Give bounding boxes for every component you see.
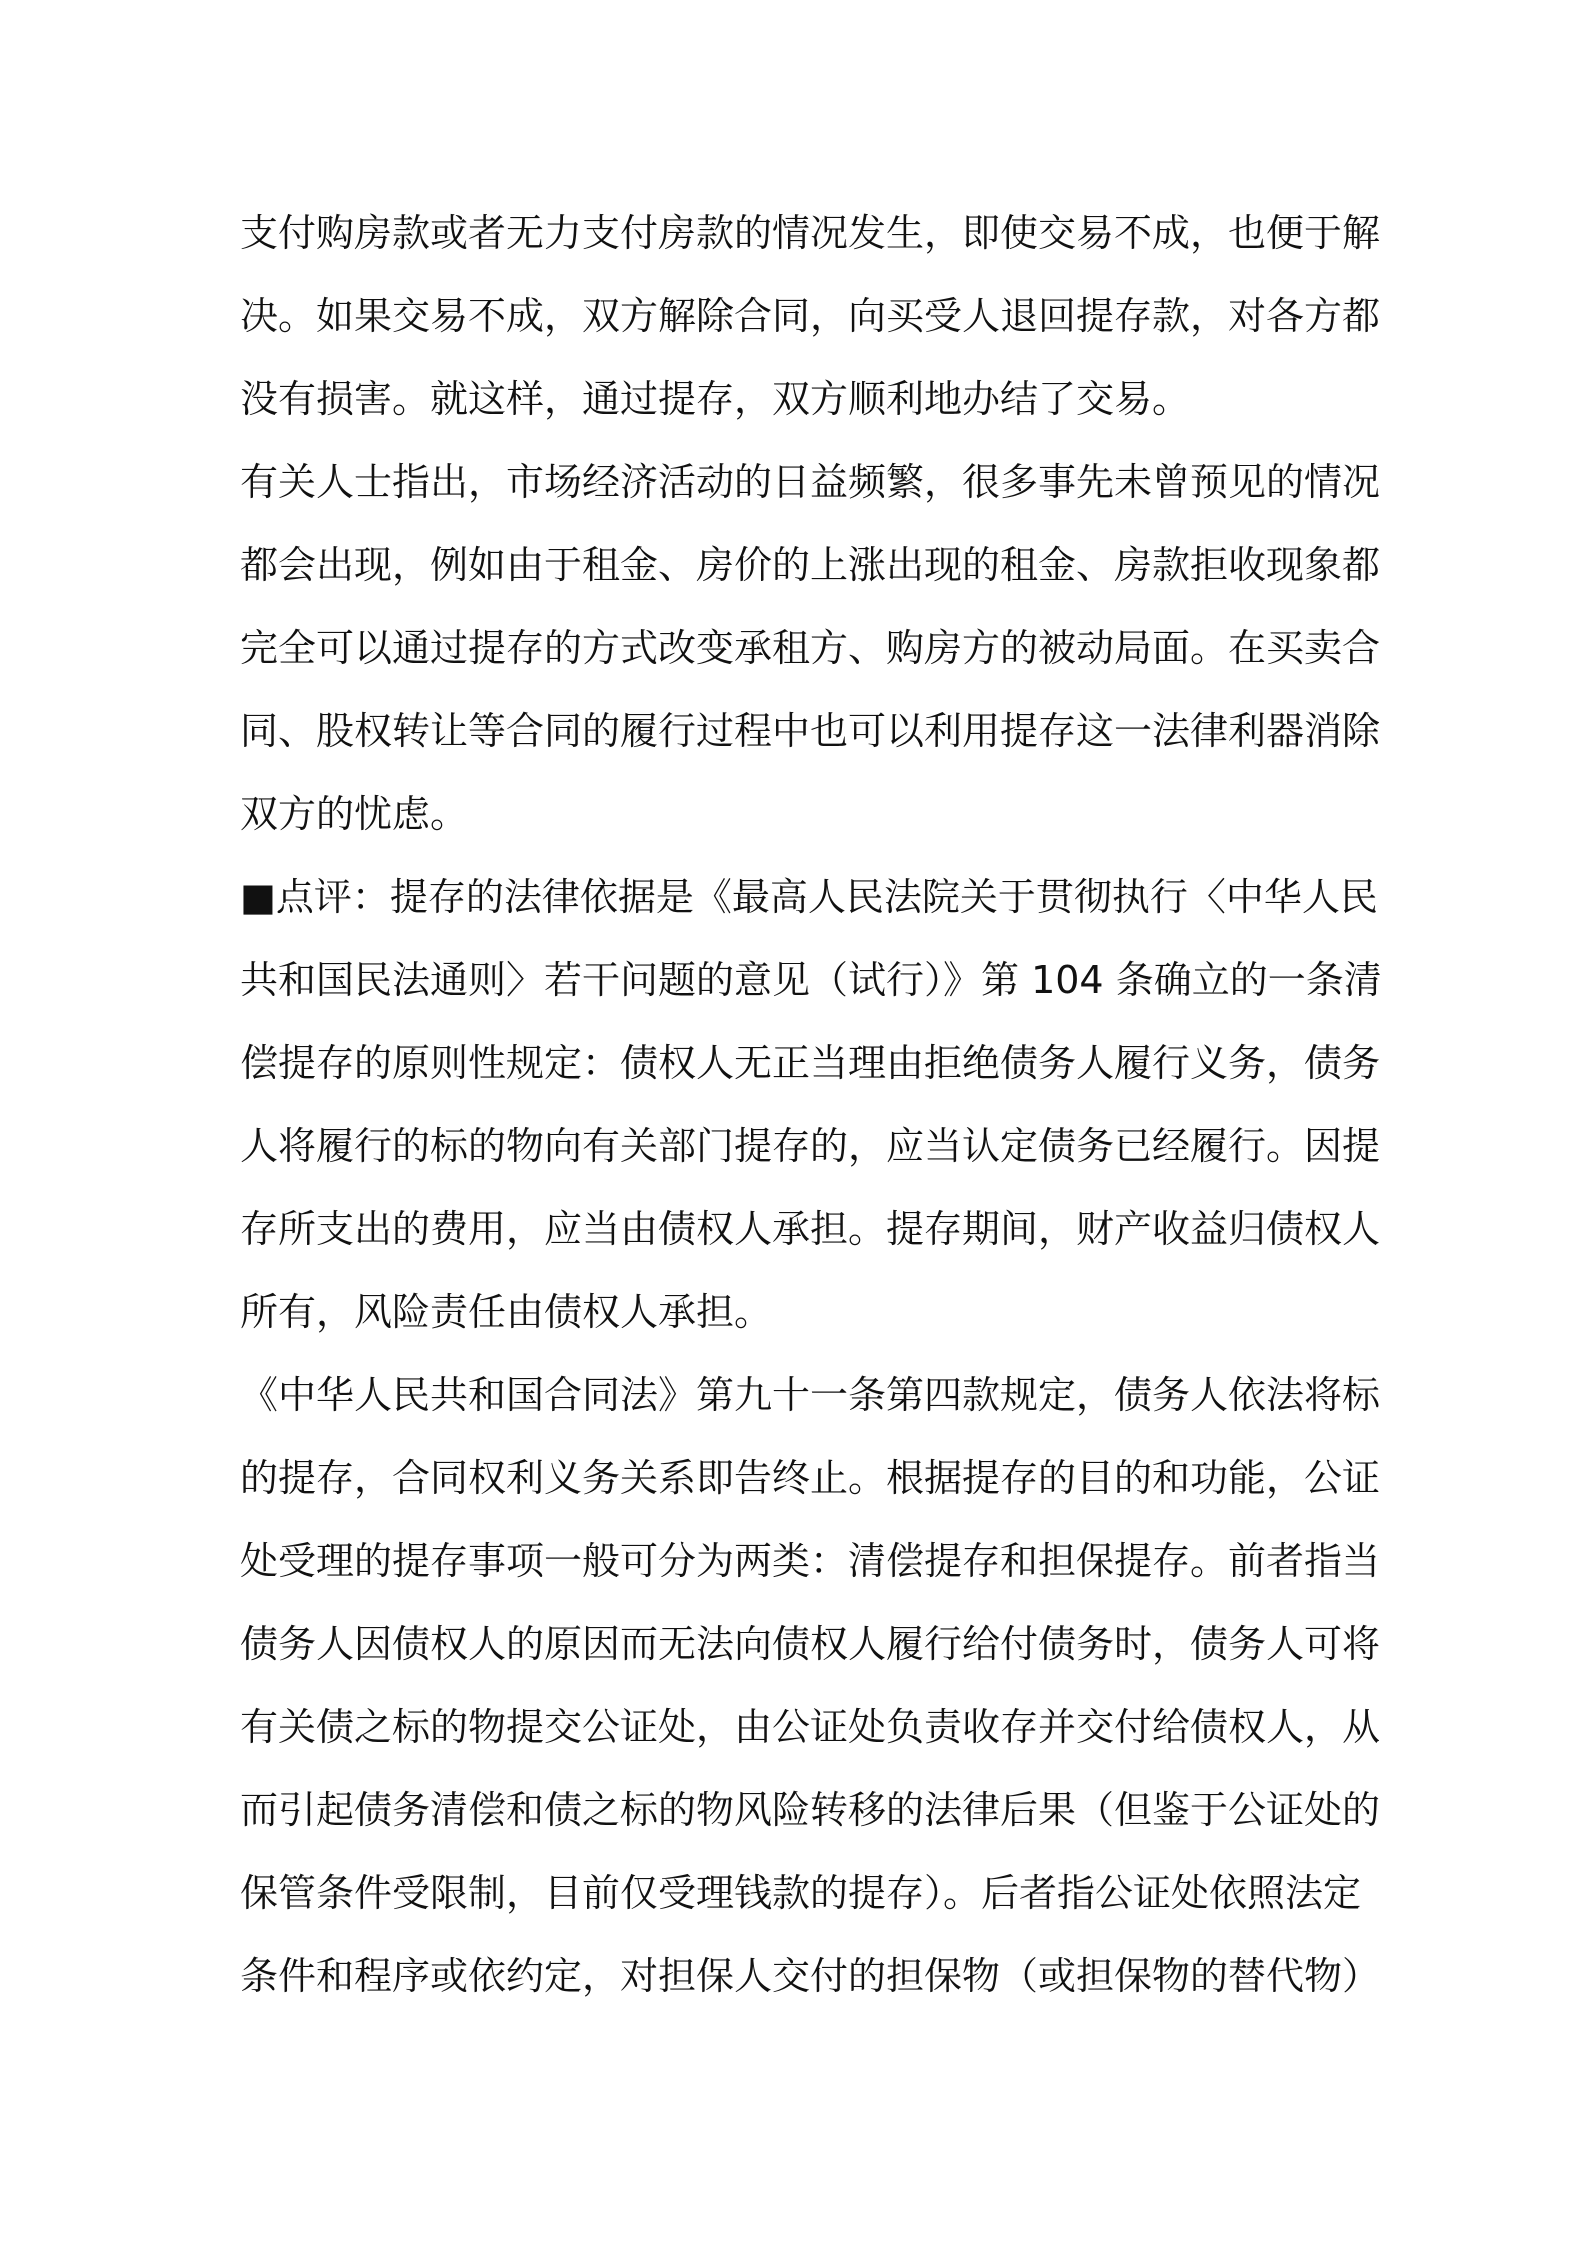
text-line: 决。如果交易不成，双方解除合同，向买受人退回提存款，对各方都 bbox=[240, 294, 1381, 338]
text-line: 《中华人民共和国合同法》第九十一条第四款规定，债务人依法将标 bbox=[240, 1373, 1381, 1417]
text-line: 同、股权转让等合同的履行过程中也可以利用提存这一法律利器消除 bbox=[240, 709, 1381, 753]
text-line: 偿提存的原则性规定：债权人无正当理由拒绝债务人履行义务，债务 bbox=[240, 1041, 1381, 1085]
text-line: 的提存，合同权利义务关系即告终止。根据提存的目的和功能，公证 bbox=[240, 1456, 1381, 1500]
text-line: 人将履行的标的物向有关部门提存的，应当认定债务已经履行。因提 bbox=[240, 1124, 1381, 1168]
text-line: 所有，风险责任由债权人承担。 bbox=[240, 1290, 773, 1334]
paragraph-transaction-result bbox=[240, 192, 1381, 441]
paragraph-commentary bbox=[240, 856, 1382, 1354]
document-page bbox=[240, 192, 1382, 2018]
text-line: 双方的忧虑。 bbox=[240, 792, 469, 836]
text-line: 共和国民法通则〉若干问题的意见（试行）》第 104 条确立的一条清 bbox=[240, 958, 1382, 1002]
text-line: 没有损害。就这样，通过提存，双方顺利地办结了交易。 bbox=[240, 377, 1191, 421]
text-line: 而引起债务清偿和债之标的物风险转移的法律后果（但鉴于公证处的 bbox=[240, 1788, 1381, 1832]
text-line: 条件和程序或依约定，对担保人交付的担保物（或担保物的替代物） bbox=[240, 1954, 1381, 1998]
text-line: 都会出现，例如由于租金、房价的上涨出现的租金、房款拒收现象都 bbox=[240, 543, 1381, 587]
text-line: ■点评：提存的法律依据是《最高人民法院关于贯彻执行〈中华人民 bbox=[240, 875, 1378, 919]
text-line: 支付购房款或者无力支付房款的情况发生，即使交易不成，也便于解 bbox=[240, 211, 1381, 255]
text-line: 处受理的提存事项一般可分为两类：清偿提存和担保提存。前者指当 bbox=[240, 1539, 1381, 1583]
text-line: 完全可以通过提存的方式改变承租方、购房方的被动局面。在买卖合 bbox=[240, 626, 1381, 670]
text-line: 有关债之标的物提交公证处，由公证处负责收存并交付给债权人，从 bbox=[240, 1705, 1381, 1749]
text-line: 保管条件受限制，目前仅受理钱款的提存）。后者指公证处依照法定 bbox=[240, 1871, 1362, 1915]
paragraph-expert-opinion bbox=[240, 441, 1381, 856]
paragraph-contract-law bbox=[240, 1354, 1381, 2018]
text-line: 债务人因债权人的原因而无法向债权人履行给付债务时，债务人可将 bbox=[240, 1622, 1381, 1666]
text-line: 有关人士指出，市场经济活动的日益频繁，很多事先未曾预见的情况 bbox=[240, 460, 1381, 504]
text-line: 存所支出的费用，应当由债权人承担。提存期间，财产收益归债权人 bbox=[240, 1207, 1381, 1251]
